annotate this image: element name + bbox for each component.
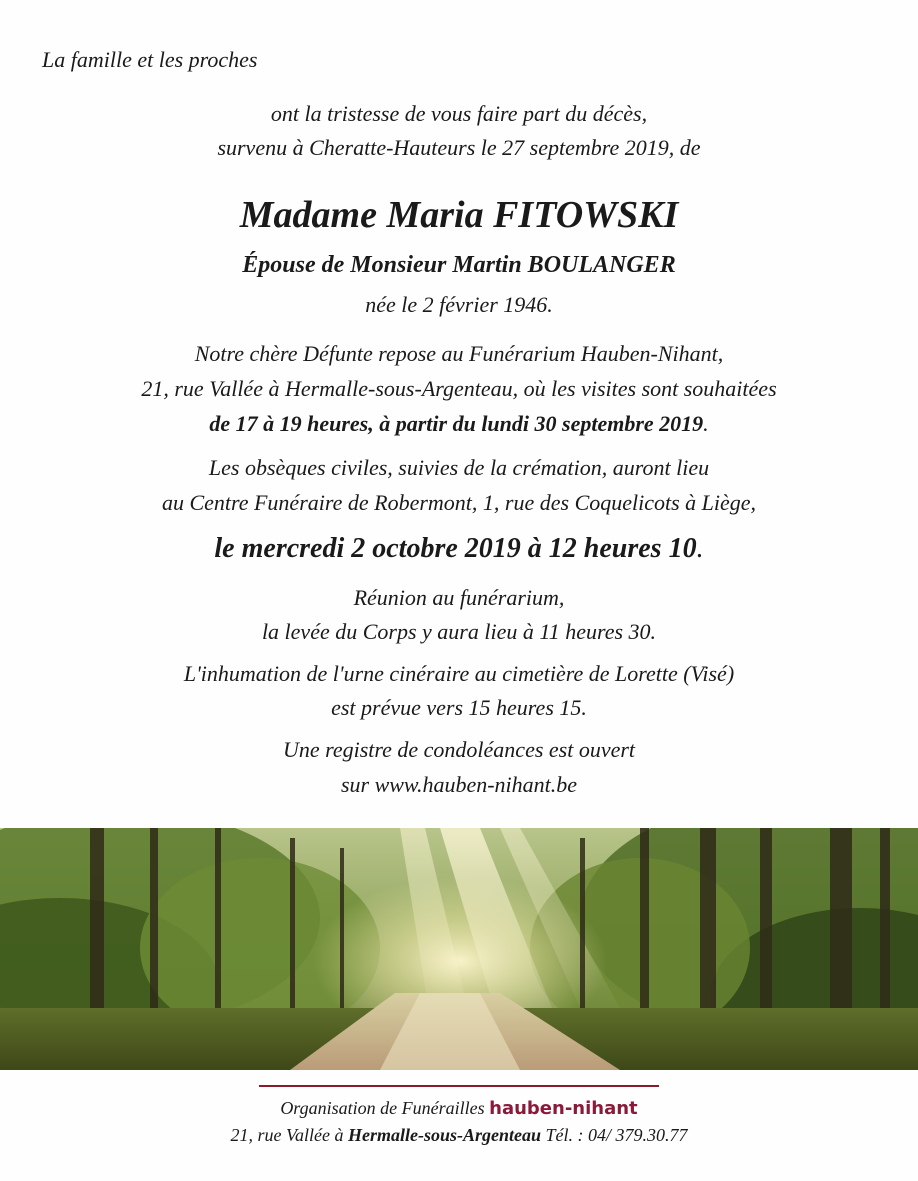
rest-line-2: 21, rue Vallée à Hermalle-sous-Argenteau, où les visites sont souhaitées bbox=[141, 376, 777, 401]
ceremony-date-end: . bbox=[696, 533, 704, 564]
phone: Tél. : 04/ 379.30.77 bbox=[545, 1125, 688, 1145]
address-prefix: 21, rue Vallée à bbox=[230, 1125, 344, 1145]
ceremony-line-2: au Centre Funéraire de Robermont, 1, rue des Coquelicots à Liège, bbox=[161, 490, 757, 515]
rest-line-1: Notre chère Défunte repose au Funérarium Hauben-Nihant, bbox=[194, 341, 724, 366]
footer-address bbox=[0, 1124, 918, 1146]
visit-hours-line bbox=[0, 411, 918, 437]
ceremony-date-line bbox=[0, 533, 918, 565]
burial-line-1: L'inhumation de l'urne cinéraire au cimetière de Lorette (Visé) bbox=[183, 661, 735, 686]
ceremony-line-1: Les obsèques civiles, suivies de la crémation, auront lieu bbox=[208, 455, 710, 480]
register-line-2: sur www.hauben-nihant.be bbox=[340, 772, 578, 797]
org-label: Organisation de Funérailles bbox=[280, 1098, 485, 1118]
deceased-name: Madame Maria FITOWSKI bbox=[239, 194, 679, 236]
ceremony-date: le mercredi 2 octobre 2019 à 12 heures 10 bbox=[214, 533, 697, 564]
visit-hours: de 17 à 19 heures, à partir du lundi 30 septembre 2019 bbox=[209, 411, 704, 436]
visit-hours-end: . bbox=[703, 411, 709, 436]
footer-divider bbox=[259, 1085, 659, 1087]
spouse-line: Épouse de Monsieur Martin BOULANGER bbox=[242, 252, 676, 278]
footer-organisation bbox=[0, 1097, 918, 1120]
intro-text: La famille et les proches bbox=[42, 47, 258, 72]
announce-line-2: survenu à Cheratte-Hauteurs le 27 septembre 2019, de bbox=[217, 135, 701, 160]
register-line-1: Une registre de condoléances est ouvert bbox=[282, 737, 636, 762]
brand-logo: hauben-nihant bbox=[489, 1098, 638, 1119]
meeting-line-2: la levée du Corps y aura lieu à 11 heures 30. bbox=[261, 619, 657, 644]
address-town: Hermalle-sous-Argenteau bbox=[347, 1125, 541, 1145]
announce-line-1: ont la tristesse de vous faire part du décès, bbox=[270, 101, 648, 126]
forest-path-image bbox=[0, 828, 918, 1070]
meeting-line-1: Réunion au funérarium, bbox=[353, 585, 565, 610]
birth-line: née le 2 février 1946. bbox=[365, 292, 553, 317]
burial-line-2: est prévue vers 15 heures 15. bbox=[331, 695, 587, 720]
